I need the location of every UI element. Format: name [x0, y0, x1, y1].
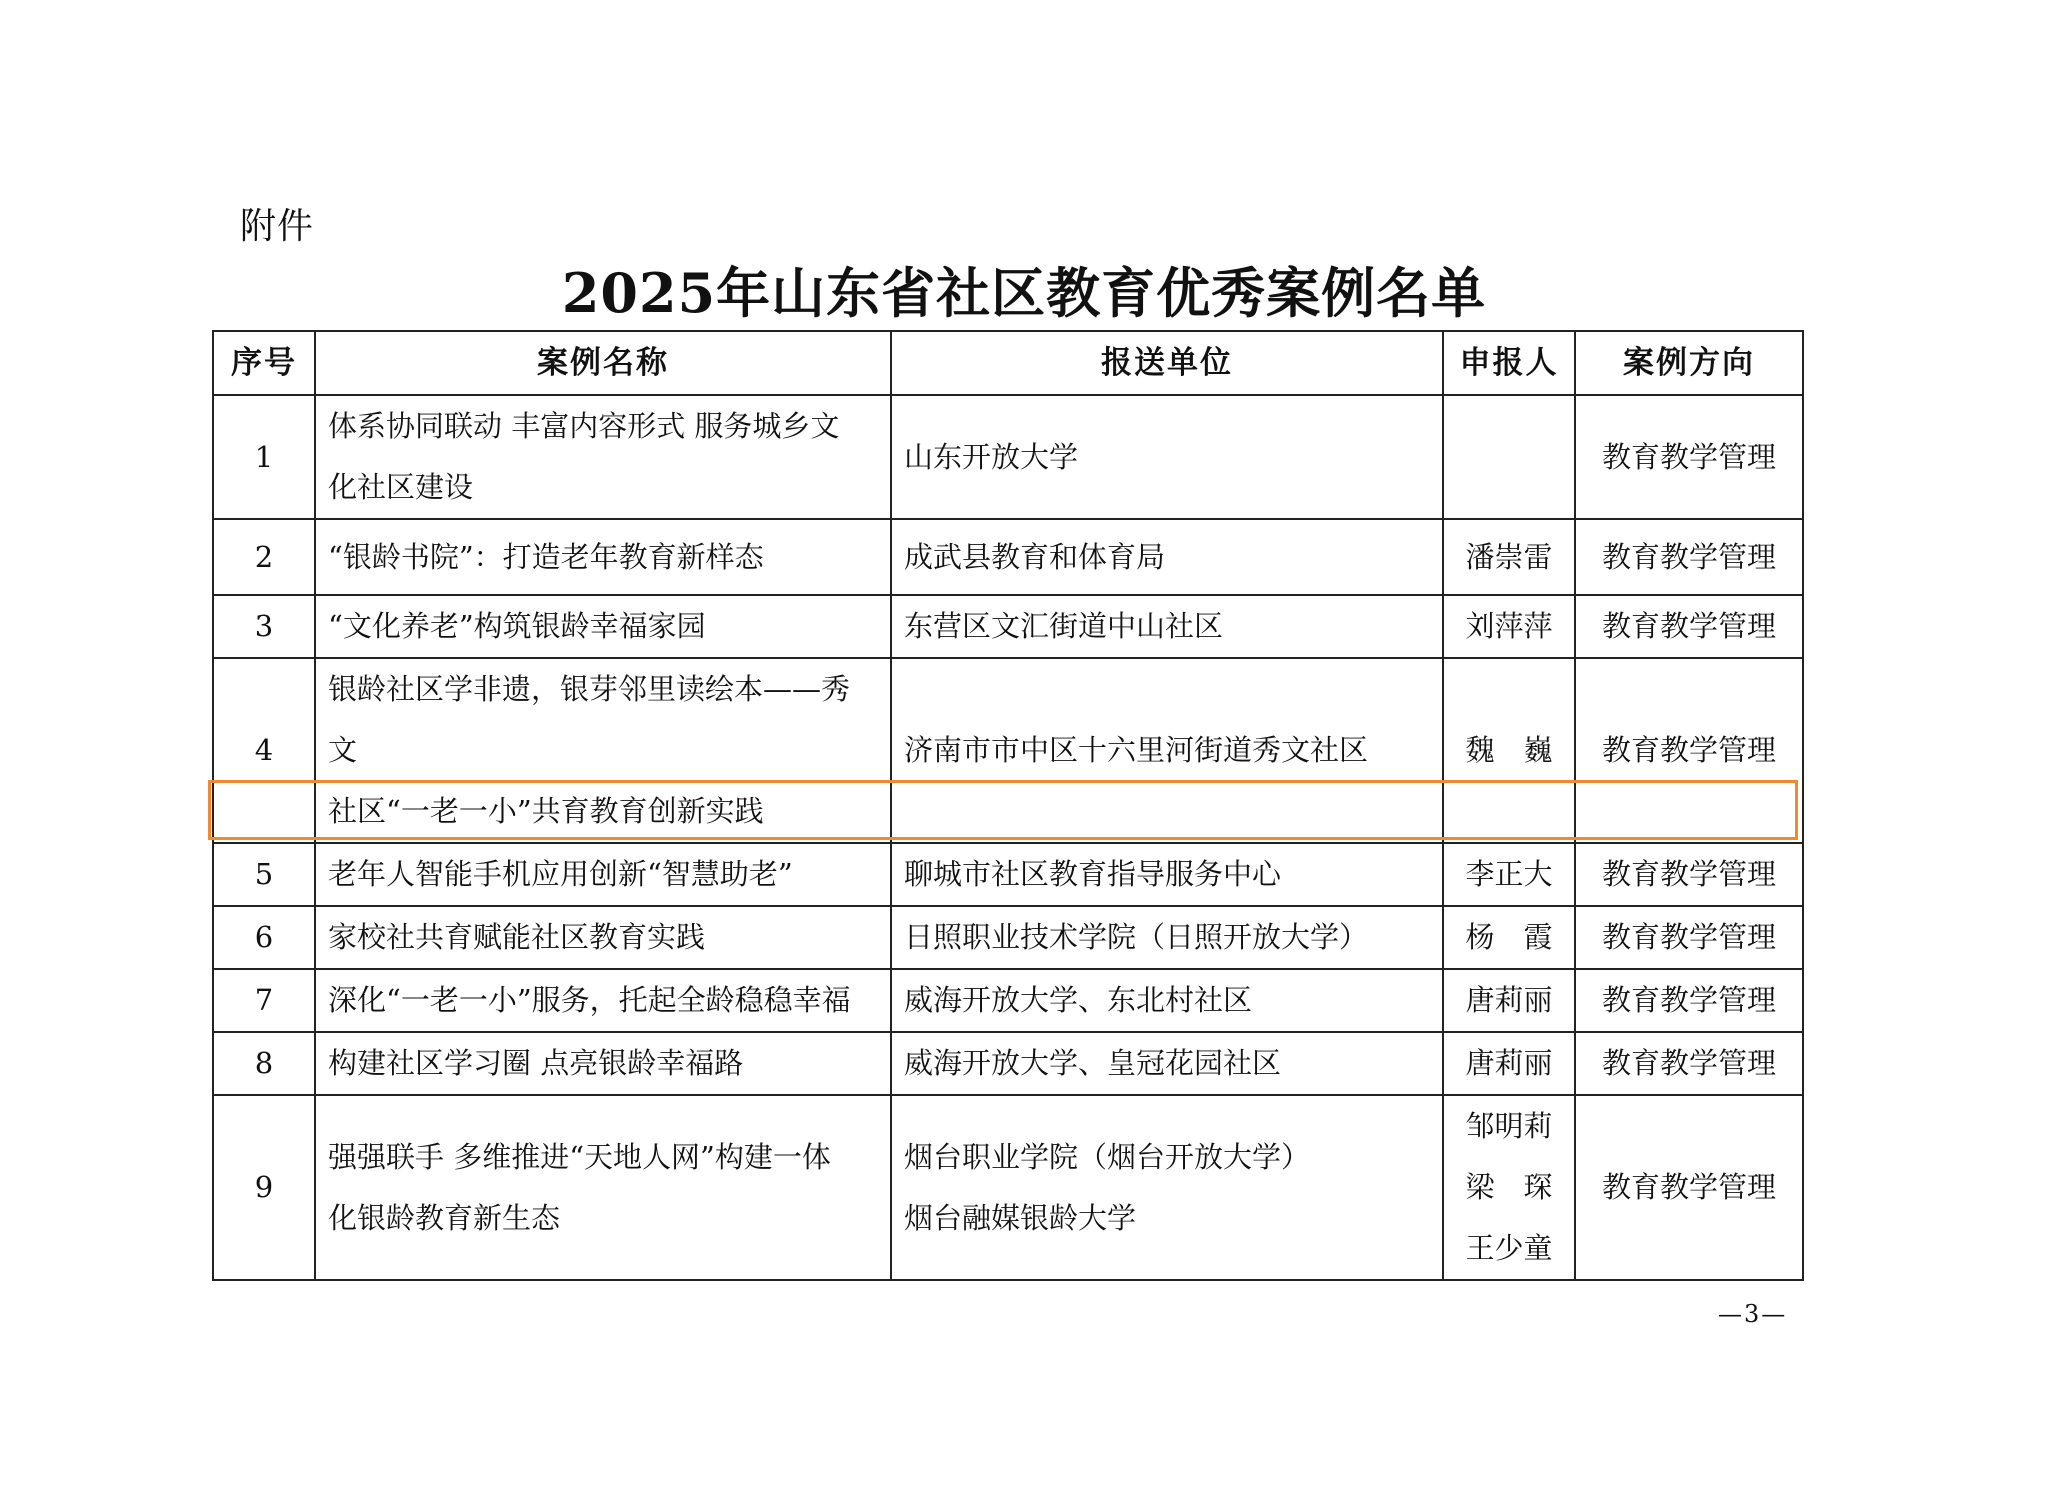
header-serial-number: 序号: [213, 331, 315, 395]
unit-line: 东营区文汇街道中山社区: [904, 609, 1224, 643]
header-case-direction: 案例方向: [1575, 331, 1803, 395]
row-case-direction: 教育教学管理: [1575, 906, 1803, 969]
case-name-line: 深化“一老一小”服务，托起全龄稳稳幸福: [328, 983, 851, 1017]
case-name-line: 老年人智能手机应用创新“智慧助老”: [328, 857, 793, 891]
case-name-line: 化银龄教育新生态: [328, 1200, 561, 1235]
unit-line: 山东开放大学: [904, 439, 1079, 474]
row-submitting-unit: [891, 519, 1443, 595]
document-title: 2025年山东省社区教育优秀案例名单: [561, 261, 1487, 325]
table-row-highlighted: [213, 843, 1803, 906]
row-applicant: [1443, 658, 1575, 843]
row-case-name: [315, 906, 891, 969]
row-serial-number: 5: [213, 843, 315, 906]
case-name-line: 体系协同联动 丰富内容形式 服务城乡文: [328, 409, 840, 443]
row-submitting-unit: [891, 658, 1443, 843]
row-submitting-unit: [891, 1095, 1443, 1280]
unit-line: 威海开放大学、东北村社区: [904, 983, 1253, 1017]
row-case-name: [315, 658, 891, 843]
table-row: [213, 906, 1803, 969]
case-name-line: 化社区建设: [328, 470, 474, 504]
attachment-label: 附件: [240, 206, 315, 247]
row-case-direction: 教育教学管理: [1575, 969, 1803, 1032]
row-serial-number: 2: [213, 519, 315, 595]
unit-line: 济南市市中区十六里河街道秀文社区: [904, 733, 1369, 767]
row-submitting-unit: [891, 969, 1443, 1032]
row-case-direction: 教育教学管理: [1575, 1095, 1803, 1280]
row-submitting-unit: [891, 843, 1443, 906]
row-serial-number: 8: [213, 1032, 315, 1095]
row-submitting-unit: [891, 595, 1443, 658]
row-applicant: [1443, 969, 1575, 1032]
case-name-line: “文化养老”构筑银龄幸福家园: [328, 609, 706, 643]
applicant-name: 魏 巍: [1465, 733, 1553, 767]
case-list-table: [212, 330, 1804, 1281]
applicant-name: 梁 琛: [1465, 1170, 1553, 1204]
row-case-name: [315, 969, 891, 1032]
row-applicant: [1443, 519, 1575, 595]
row-submitting-unit: [891, 1032, 1443, 1095]
row-serial-number: 4: [213, 658, 315, 843]
header-applicant: 申报人: [1443, 331, 1575, 395]
header-case-name: 案例名称: [315, 331, 891, 395]
row-case-direction: 教育教学管理: [1575, 843, 1803, 906]
row-applicant: [1443, 1032, 1575, 1095]
applicant-name: 邹明莉: [1465, 1109, 1553, 1143]
row-case-direction: 教育教学管理: [1575, 658, 1803, 843]
row-serial-number: 6: [213, 906, 315, 969]
row-submitting-unit: [891, 395, 1443, 519]
applicant-name: 唐莉丽: [1465, 1046, 1553, 1080]
case-name-line: 强强联手 多维推进“天地人网”构建一体: [328, 1139, 831, 1174]
applicant-name: 刘萍萍: [1465, 609, 1553, 643]
case-name-line: 家校社共育赋能社区教育实践: [328, 920, 706, 954]
applicant-name: 李正大: [1465, 857, 1553, 891]
row-case-direction: 教育教学管理: [1575, 519, 1803, 595]
applicant-name: 潘崇雷: [1465, 539, 1553, 574]
row-case-direction: 教育教学管理: [1575, 1032, 1803, 1095]
row-serial-number: 9: [213, 1095, 315, 1280]
case-name-line: “银龄书院”：打造老年教育新样态: [328, 539, 764, 574]
applicant-name: 杨 霞: [1465, 920, 1553, 954]
unit-line: 威海开放大学、皇冠花园社区: [904, 1046, 1282, 1080]
table-row: [213, 1032, 1803, 1095]
row-applicant: [1443, 1095, 1575, 1280]
row-case-direction: 教育教学管理: [1575, 595, 1803, 658]
table-row: [213, 595, 1803, 658]
row-case-direction: 教育教学管理: [1575, 395, 1803, 519]
unit-line: 聊城市社区教育指导服务中心: [904, 857, 1282, 891]
applicant-name: 唐莉丽: [1465, 983, 1553, 1017]
header-submitting-unit: 报送单位: [891, 331, 1443, 395]
row-submitting-unit: [891, 906, 1443, 969]
table-row: [213, 519, 1803, 595]
row-case-name: [315, 843, 891, 906]
applicant-name: 王少童: [1465, 1231, 1553, 1265]
unit-line: 日照职业技术学院（日照开放大学）: [904, 920, 1369, 954]
row-applicant: [1443, 906, 1575, 969]
table-row: [213, 395, 1803, 519]
table-header-row: [213, 331, 1803, 395]
row-case-name: [315, 519, 891, 595]
row-applicant: [1443, 395, 1575, 519]
page-number: —3—: [1718, 1300, 1788, 1328]
row-case-name: [315, 1032, 891, 1095]
row-serial-number: 7: [213, 969, 315, 1032]
row-serial-number: 1: [213, 395, 315, 519]
table-row: [213, 658, 1803, 843]
unit-line: 烟台融媒银龄大学: [904, 1200, 1137, 1235]
row-serial-number: 3: [213, 595, 315, 658]
row-case-name: [315, 1095, 891, 1280]
table-row: [213, 969, 1803, 1032]
row-applicant: [1443, 843, 1575, 906]
unit-line: 成武县教育和体育局: [904, 539, 1166, 574]
case-name-line: 社区“一老一小”共育教育创新实践: [328, 794, 764, 828]
table-row: [213, 1095, 1803, 1280]
row-case-name: [315, 595, 891, 658]
unit-line: 烟台职业学院（烟台开放大学）: [904, 1139, 1311, 1174]
case-name-line: 构建社区学习圈 点亮银龄幸福路: [328, 1046, 744, 1080]
case-name-line: 银龄社区学非遗，银芽邻里读绘本——秀文: [328, 672, 851, 767]
row-applicant: [1443, 595, 1575, 658]
row-case-name: [315, 395, 891, 519]
